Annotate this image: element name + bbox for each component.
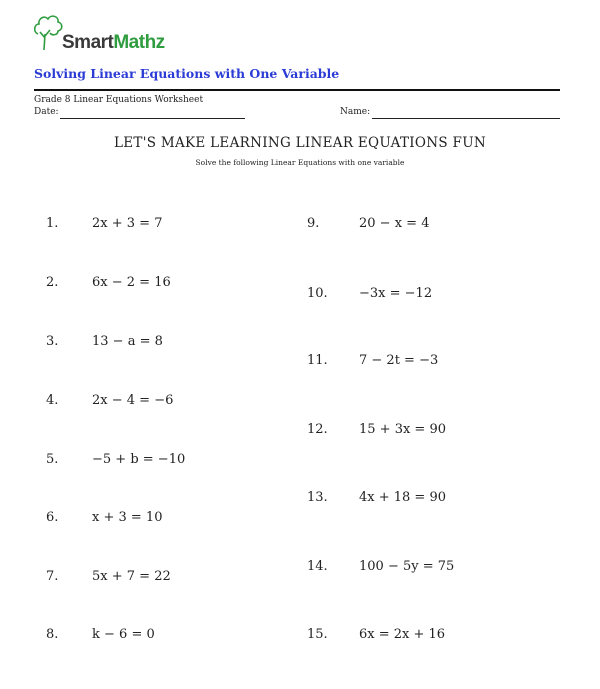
worksheet-subheading: Solve the following Linear Equations with one variable xyxy=(195,158,405,167)
logo-text xyxy=(62,32,165,54)
question-number: 15. xyxy=(307,627,328,642)
name-label: Name: xyxy=(340,107,371,117)
question-number: 7. xyxy=(46,569,59,584)
worksheet-title: Solving Linear Equations with One Variable xyxy=(34,66,340,81)
question-number: 10. xyxy=(307,286,328,301)
worksheet-heading: LET'S MAKE LEARNING LINEAR EQUATIONS FUN xyxy=(113,135,487,151)
question-equation: 20 − x = 4 xyxy=(359,216,430,231)
question-number: 11. xyxy=(307,353,328,368)
question-number: 6. xyxy=(46,510,59,525)
question-number: 13. xyxy=(307,490,328,505)
question-equation: k − 6 = 0 xyxy=(92,627,155,642)
question-number: 3. xyxy=(46,334,59,349)
question-equation: 100 − 5y = 75 xyxy=(359,559,455,574)
logo xyxy=(34,12,194,58)
question-number: 8. xyxy=(46,627,59,642)
question-equation: 6x = 2x + 16 xyxy=(359,627,446,642)
question-equation: 5x + 7 = 22 xyxy=(92,569,171,584)
date-field[interactable] xyxy=(60,118,245,119)
question-equation: 7 − 2t = −3 xyxy=(359,353,439,368)
question-number: 4. xyxy=(46,393,59,408)
question-number: 2. xyxy=(46,275,59,290)
question-equation: 6x − 2 = 16 xyxy=(92,275,171,290)
question-equation: 2x + 3 = 7 xyxy=(92,216,163,231)
question-equation: −3x = −12 xyxy=(359,286,433,301)
question-number: 14. xyxy=(307,559,328,574)
header-rule xyxy=(34,89,560,91)
date-label: Date: xyxy=(34,107,59,117)
question-equation: x + 3 = 10 xyxy=(92,510,163,525)
question-equation: 2x − 4 = −6 xyxy=(92,393,174,408)
logo-text-mathz: Mathz xyxy=(113,32,165,53)
question-equation: 4x + 18 = 90 xyxy=(359,490,447,505)
question-number: 9. xyxy=(307,216,320,231)
tree-icon xyxy=(34,12,64,52)
grade-label: Grade 8 Linear Equations Worksheet xyxy=(34,95,204,105)
question-number: 12. xyxy=(307,422,328,437)
question-number: 5. xyxy=(46,452,59,467)
question-equation: −5 + b = −10 xyxy=(92,452,186,467)
logo-text-smart: Smart xyxy=(62,32,114,53)
question-number: 1. xyxy=(46,216,59,231)
question-equation: 13 − a = 8 xyxy=(92,334,163,349)
name-field[interactable] xyxy=(372,118,560,119)
question-equation: 15 + 3x = 90 xyxy=(359,422,447,437)
